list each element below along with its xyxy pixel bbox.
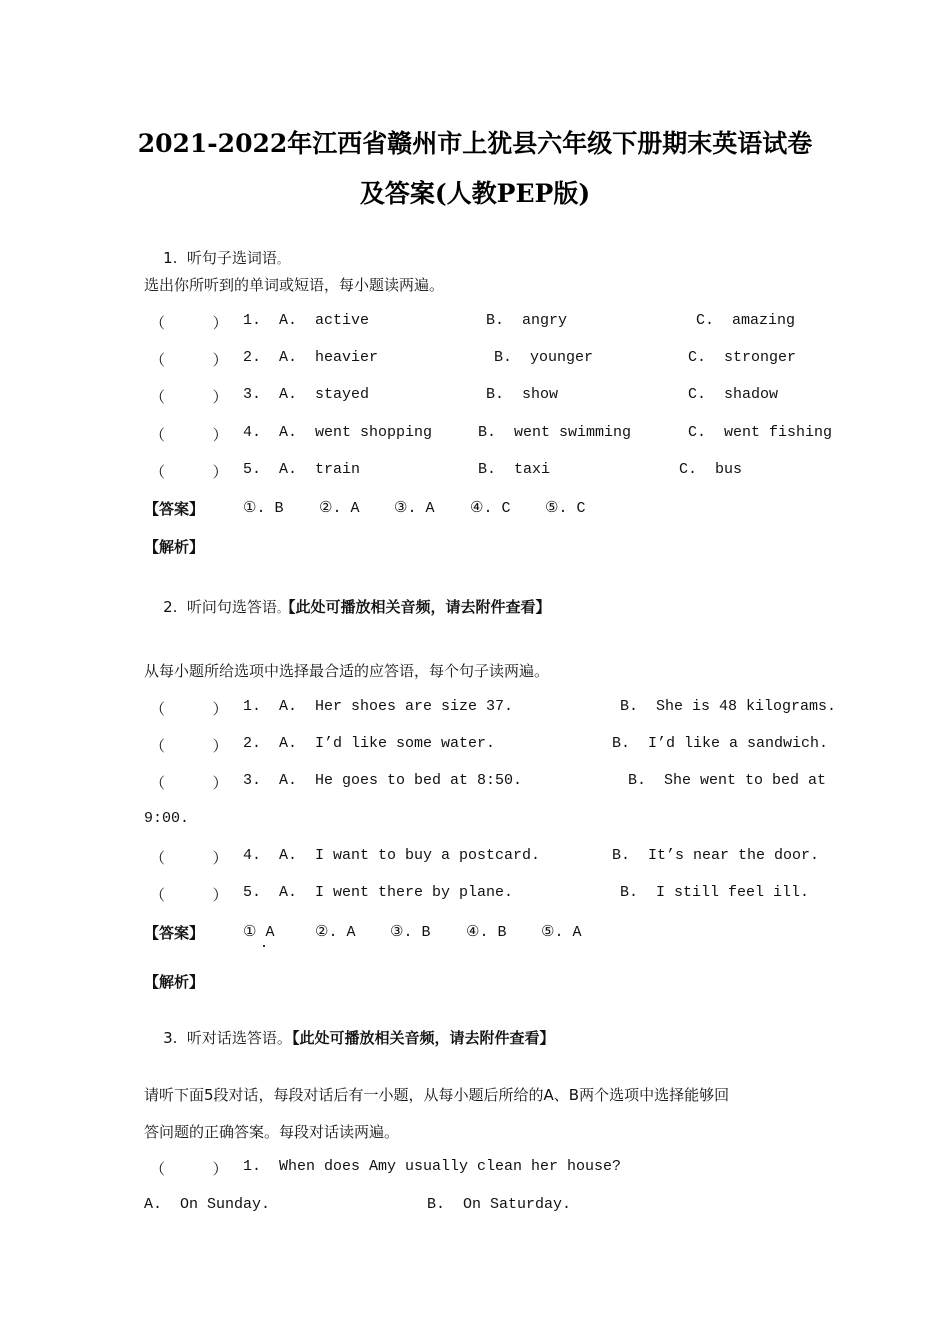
q3-heading-note: 【此处可播放相关音频，请去附件查看】	[291, 1029, 555, 1047]
q2-item4-a: 4. A. I want to buy a postcard.	[243, 847, 541, 864]
q1-item2-c: C. stronger	[688, 349, 797, 366]
q2-heading-mark: 。	[276, 602, 288, 615]
q2-item1-paren: （ ）	[150, 700, 228, 718]
q3-option-b: B. On Saturday.	[427, 1196, 572, 1213]
q1-answer-label: 【答案】	[144, 500, 205, 518]
q2-item3-a: 3. A. He goes to bed at 8:50.	[243, 772, 523, 789]
q1-answer-3: ③. A	[394, 500, 435, 517]
q1-item5-a: 5. A. train	[243, 461, 361, 478]
q1-item5-c: C. bus	[679, 461, 743, 478]
q1-item2-paren: （ ）	[150, 351, 228, 369]
q2-item5-b: B. I still feel ill.	[620, 884, 810, 901]
q2-answer-2: ②. A	[315, 924, 356, 941]
q1-item4-c: C. went fishing	[688, 424, 833, 441]
q1-answer-1: ①. B	[243, 500, 284, 517]
q3-item1-paren: （ ）	[150, 1160, 228, 1178]
q1-item3-c: C. shadow	[688, 386, 779, 403]
q2-answer-1: ① A	[243, 924, 275, 941]
q1-heading-text: 1. 听句子选词语	[163, 249, 277, 267]
q2-item3-paren: （ ）	[150, 774, 228, 792]
q3-heading	[144, 1009, 554, 1066]
q2-heading	[144, 578, 550, 635]
q3-item1-question: 1. When does Amy usually clean her house?	[243, 1158, 622, 1175]
q1-item1-b: B. angry	[486, 312, 568, 329]
q2-instruction: 从每小题所给选项中选择最合适的应答语，每个句子读两遍。	[144, 662, 550, 680]
q1-answer-2: ②. A	[319, 500, 360, 517]
q1-item1-a: 1. A. active	[243, 312, 370, 329]
q2-analysis-label: 【解析】	[144, 973, 205, 991]
q2-answer-label: 【答案】	[144, 924, 205, 942]
q1-answer-4: ④. C	[470, 500, 511, 517]
q2-item4-b: B. It’s near the door.	[612, 847, 820, 864]
q1-heading-mark: 。	[276, 253, 288, 266]
document-title-line1: 2021-2022年江西省赣州市上犹县六年级下册期末英语试卷	[137, 129, 813, 158]
q2-answer-4: ④. B	[466, 924, 507, 941]
q1-item2-b: B. younger	[494, 349, 594, 366]
q2-heading-text: 2. 听问句选答语	[163, 598, 277, 616]
q2-item5-a: 5. A. I went there by plane.	[243, 884, 514, 901]
q1-item3-b: B. show	[486, 386, 559, 403]
document-title-line2: 及答案(人教PEP版)	[359, 179, 591, 208]
q1-item4-a: 4. A. went shopping	[243, 424, 433, 441]
q3-heading-text: 3. 听对话选答语。	[163, 1029, 292, 1047]
q1-item4-paren: （ ）	[150, 426, 228, 444]
q2-item3-b: B. She went to bed at	[628, 772, 827, 789]
q1-item3-paren: （ ）	[150, 388, 228, 406]
q2-item2-b: B. I’d like a sandwich.	[612, 735, 829, 752]
q2-item2-a: 2. A. I’d like some water.	[243, 735, 496, 752]
q2-answer-3: ③. B	[390, 924, 431, 941]
q2-item2-paren: （ ）	[150, 737, 228, 755]
q1-analysis-label: 【解析】	[144, 538, 205, 556]
q3-instruction-line2: 答问题的正确答案。每段对话读两遍。	[144, 1123, 400, 1141]
q3-instruction-line1: 请听下面5段对话，每段对话后有一小题，从每小题后所给的A、B两个选项中选择能够回	[144, 1086, 730, 1104]
q2-answer-5: ⑤. A	[541, 924, 582, 941]
q1-instruction: 选出你所听到的单词或短语，每小题读两遍。	[144, 276, 445, 294]
stray-dot	[263, 945, 265, 947]
q1-item1-c: C. amazing	[696, 312, 796, 329]
q2-item1-a: 1. A. Her shoes are size 37.	[243, 698, 514, 715]
q1-item5-paren: （ ）	[150, 463, 228, 481]
q1-item2-a: 2. A. heavier	[243, 349, 379, 366]
q1-item5-b: B. taxi	[478, 461, 551, 478]
q1-answer-5: ⑤. C	[545, 500, 586, 517]
q2-item3-wrap: 9:00.	[144, 810, 190, 827]
q2-item1-b: B. She is 48 kilograms.	[620, 698, 837, 715]
q1-item4-b: B. went swimming	[478, 424, 632, 441]
q1-item1-paren: （ ）	[150, 314, 228, 332]
q1-item3-a: 3. A. stayed	[243, 386, 370, 403]
q2-item5-paren: （ ）	[150, 886, 228, 904]
q2-item4-paren: （ ）	[150, 849, 228, 867]
q2-heading-note: 【此处可播放相关音频，请去附件查看】	[287, 598, 551, 616]
q3-option-a: A. On Sunday.	[144, 1196, 271, 1213]
